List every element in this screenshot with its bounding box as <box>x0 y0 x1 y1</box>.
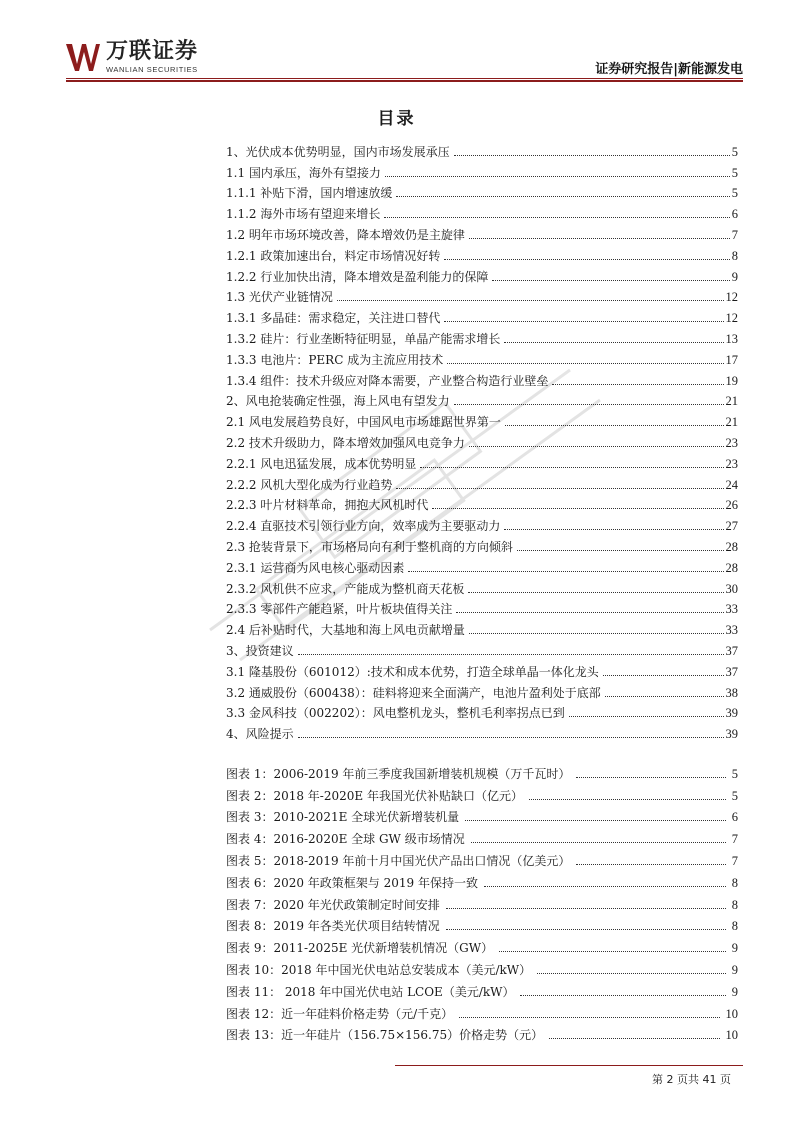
toc-entry[interactable] <box>226 347 738 368</box>
figure-entry-page-number: 10 <box>725 1028 738 1043</box>
dot-leader <box>454 155 730 156</box>
toc-entry-page-number: 27 <box>725 519 738 534</box>
toc-entry[interactable] <box>226 721 738 742</box>
toc-entry-page-number: 33 <box>725 602 738 617</box>
toc-entry[interactable] <box>226 160 738 181</box>
toc-entry-page-number: 7 <box>731 227 738 242</box>
figure-entry[interactable] <box>226 956 738 978</box>
toc-entry-page-number: 21 <box>725 415 738 430</box>
figure-entry-page-number: 8 <box>731 897 738 912</box>
toc-entry-page-number: 5 <box>731 165 738 180</box>
toc-entry-title: 2.3.1 运营商为风电核心驱动因素 <box>226 560 405 575</box>
dot-leader <box>569 716 724 717</box>
toc-entry[interactable] <box>226 430 738 451</box>
toc-entry-title: 3.1 隆基股份（601012）:技术和成本优势，打造全球单晶一体化龙头 <box>226 664 599 679</box>
toc-entry-title: 2、风电抢装确定性强，海上风电有望发力 <box>226 394 450 409</box>
toc-entry-page-number: 37 <box>725 643 738 658</box>
toc-entry[interactable] <box>226 701 738 722</box>
toc-entry-page-number: 17 <box>725 352 738 367</box>
toc-entry[interactable] <box>226 181 738 202</box>
figure-entry-title: 图表 1：2006-2019 年前三季度我国新增装机规模（万千瓦时） <box>226 766 571 781</box>
figure-entry-title: 图表 8：2019 年各类光伏项目结转情况 <box>226 919 440 934</box>
toc-entry-title: 2.3.2 风机供不应求，产能成为整机商天花板 <box>226 581 465 596</box>
page-title: 目录 <box>377 109 416 129</box>
toc-entry-title: 3.2 通威股份（600438）：硅料将迎来全面满产，电池片盈利处于底部 <box>226 685 601 700</box>
toc-entry-page-number: 13 <box>725 331 738 346</box>
figure-entry-page-number: 5 <box>731 766 738 781</box>
dot-leader <box>471 842 726 843</box>
toc-entry-title: 2.1 风电发展趋势良好，中国风电市场雄踞世界第一 <box>226 415 501 430</box>
dot-leader <box>576 777 725 778</box>
dot-leader <box>499 951 726 952</box>
page-number: 第 2 页共 41 页 <box>652 1073 731 1086</box>
toc-entry-page-number: 5 <box>731 186 738 201</box>
logo-english-name: WANLIAN SECURITIES <box>106 65 198 74</box>
toc-entry[interactable] <box>226 264 738 285</box>
dot-leader <box>456 612 723 613</box>
toc-entry[interactable] <box>226 493 738 514</box>
table-of-contents <box>226 139 738 742</box>
dot-leader <box>432 508 723 509</box>
dot-leader <box>505 425 724 426</box>
toc-entry-page-number: 23 <box>725 456 738 471</box>
figure-entry-title: 图表 6：2020 年政策框架与 2019 年保持一致 <box>226 875 478 890</box>
dot-leader <box>298 737 724 738</box>
dot-leader <box>603 675 724 676</box>
toc-entry-page-number: 19 <box>725 373 738 388</box>
dot-leader <box>420 467 723 468</box>
report-type-label: 证券研究报告|新能源发电 <box>595 62 743 77</box>
toc-entry-page-number: 30 <box>725 581 738 596</box>
toc-entry[interactable] <box>226 326 738 347</box>
toc-entry-page-number: 8 <box>731 248 738 263</box>
toc-entry-page-number: 5 <box>731 144 738 159</box>
dot-leader <box>520 995 725 996</box>
figure-entry[interactable] <box>226 847 738 869</box>
toc-entry-title: 2.2.3 叶片材料革命，拥抱大风机时代 <box>226 498 429 513</box>
toc-entry[interactable] <box>226 680 738 701</box>
toc-entry-page-number: 12 <box>725 290 738 305</box>
toc-entry-title: 1.3.2 硅片：行业垄断特征明显，单晶产能需求增长 <box>226 331 501 346</box>
toc-entry[interactable] <box>226 305 738 326</box>
toc-entry-title: 1.2 明年市场环境改善，降本增效仍是主旋律 <box>226 227 465 242</box>
figure-entry-page-number: 8 <box>731 875 738 890</box>
toc-entry[interactable] <box>226 534 738 555</box>
figure-entry-title: 图表 4：2016-2020E 全球 GW 级市场情况 <box>226 832 465 847</box>
toc-entry-page-number: 39 <box>725 706 738 721</box>
toc-entry-title: 1.2.1 政策加速出台，料定市场情况好转 <box>226 248 441 263</box>
dot-leader <box>447 363 723 364</box>
toc-entry[interactable] <box>226 243 738 264</box>
toc-entry-title: 2.2.4 直驱技术引领行业方向，效率成为主要驱动力 <box>226 519 501 534</box>
dot-leader <box>504 529 723 530</box>
figure-entry[interactable] <box>226 1000 738 1022</box>
figure-list <box>226 760 738 1043</box>
header-divider-thick <box>66 80 743 82</box>
wanlian-logo-icon <box>66 42 100 72</box>
figure-entry[interactable] <box>226 869 738 891</box>
toc-entry[interactable] <box>226 617 738 638</box>
figure-entry-page-number: 9 <box>731 941 738 956</box>
toc-entry-title: 1.3.4 组件：技术升级应对降本需要，产业整合构造行业壁垒 <box>226 373 549 388</box>
figure-entry[interactable] <box>226 913 738 935</box>
toc-entry-page-number: 21 <box>725 394 738 409</box>
dot-leader <box>504 342 723 343</box>
footer-divider <box>395 1065 743 1066</box>
figure-entry-title: 图表 3：2010-2021E 全球光伏新增装机量 <box>226 810 460 825</box>
toc-entry-title: 2.4 后补贴时代，大基地和海上风电贡献增量 <box>226 623 465 638</box>
toc-entry-title: 1.2.2 行业加快出清，降本增效是盈利能力的保障 <box>226 269 489 284</box>
dot-leader <box>444 321 723 322</box>
toc-entry[interactable] <box>226 201 738 222</box>
figure-entry-page-number: 6 <box>731 810 738 825</box>
toc-entry-title: 1.3 光伏产业链情况 <box>226 290 333 305</box>
dot-leader <box>469 446 724 447</box>
figure-entry-page-number: 7 <box>731 832 738 847</box>
dot-leader <box>549 1038 719 1039</box>
figure-entry-page-number: 5 <box>731 788 738 803</box>
toc-entry-page-number: 37 <box>725 664 738 679</box>
toc-entry-title: 2.3 抢装背景下，市场格局向有利于整机商的方向倾斜 <box>226 539 513 554</box>
toc-entry[interactable] <box>226 139 738 160</box>
dot-leader <box>529 799 726 800</box>
figure-entry[interactable] <box>226 1022 738 1044</box>
dot-leader <box>384 217 729 218</box>
toc-entry-page-number: 6 <box>731 207 738 222</box>
figure-entry[interactable] <box>226 760 738 782</box>
toc-entry[interactable] <box>226 389 738 410</box>
figure-entry-page-number: 7 <box>731 853 738 868</box>
dot-leader <box>396 488 723 489</box>
dot-leader <box>446 929 726 930</box>
figure-entry[interactable] <box>226 825 738 847</box>
figure-entry[interactable] <box>226 804 738 826</box>
figure-entry[interactable] <box>226 934 738 956</box>
toc-entry-page-number: 23 <box>725 435 738 450</box>
figure-entry-title: 图表 12：近一年硅料价格走势（元/千克） <box>226 1006 454 1021</box>
toc-entry-title: 1.3.1 多晶硅：需求稳定，关注进口替代 <box>226 311 441 326</box>
figure-entry-title: 图表 2：2018 年-2020E 年我国光伏补贴缺口（亿元） <box>226 788 523 803</box>
dot-leader <box>537 973 726 974</box>
dot-leader <box>469 633 724 634</box>
figure-entry-page-number: 9 <box>731 962 738 977</box>
toc-entry-title: 3.3 金风科技（002202）：风电整机龙头，整机毛利率拐点已到 <box>226 706 565 721</box>
toc-entry[interactable] <box>226 472 738 493</box>
toc-entry-page-number: 39 <box>725 727 738 742</box>
dot-leader <box>552 384 723 385</box>
toc-entry[interactable] <box>226 576 738 597</box>
figure-entry-title: 图表 11： 2018 年中国光伏电站 LCOE（美元/kW） <box>226 984 515 999</box>
toc-entry-title: 2.3.3 零部件产能趋紧，叶片板块值得关注 <box>226 602 453 617</box>
figure-entry-title: 图表 7：2020 年光伏政策制定时间安排 <box>226 897 440 912</box>
toc-entry[interactable] <box>226 222 738 243</box>
dot-leader <box>408 571 723 572</box>
dot-leader <box>468 592 723 593</box>
dot-leader <box>454 404 724 405</box>
dot-leader <box>444 259 729 260</box>
dot-leader <box>484 886 726 887</box>
toc-entry[interactable] <box>226 513 738 534</box>
toc-entry[interactable] <box>226 451 738 472</box>
toc-entry-title: 2.2.2 风机大型化成为行业趋势 <box>226 477 393 492</box>
dot-leader <box>576 864 725 865</box>
dot-leader <box>459 1017 719 1018</box>
dot-leader <box>385 176 730 177</box>
toc-entry-title: 4、风险提示 <box>226 727 294 742</box>
toc-entry[interactable] <box>226 368 738 389</box>
toc-entry-page-number: 28 <box>725 560 738 575</box>
toc-entry-page-number: 12 <box>725 311 738 326</box>
toc-entry-title: 1、光伏成本优势明显，国内市场发展承压 <box>226 144 450 159</box>
toc-entry-page-number: 26 <box>725 498 738 513</box>
toc-entry-page-number: 9 <box>731 269 738 284</box>
dot-leader <box>517 550 724 551</box>
toc-entry-page-number: 28 <box>725 539 738 554</box>
toc-entry-title: 1.1.1 补贴下滑，国内增速放缓 <box>226 186 393 201</box>
dot-leader <box>446 908 726 909</box>
toc-entry-title: 1.1.2 海外市场有望迎来增长 <box>226 207 381 222</box>
company-logo <box>66 40 236 76</box>
dot-leader <box>396 196 729 197</box>
toc-entry[interactable] <box>226 597 738 618</box>
toc-entry[interactable] <box>226 638 738 659</box>
figure-entry-title: 图表 13：近一年硅片（156.75×156.75）价格走势（元） <box>226 1028 544 1043</box>
toc-entry[interactable] <box>226 409 738 430</box>
header-divider-thin <box>66 78 743 79</box>
dot-leader <box>465 820 726 821</box>
figure-entry-page-number: 9 <box>731 984 738 999</box>
figure-entry[interactable] <box>226 782 738 804</box>
dot-leader <box>298 654 724 655</box>
toc-entry-page-number: 24 <box>725 477 738 492</box>
toc-entry-page-number: 38 <box>725 685 738 700</box>
dot-leader <box>605 696 724 697</box>
dot-leader <box>469 238 730 239</box>
figure-entry[interactable] <box>226 978 738 1000</box>
toc-entry-title: 1.1 国内承压，海外有望接力 <box>226 165 381 180</box>
figure-entry-page-number: 10 <box>725 1006 738 1021</box>
dot-leader <box>492 280 729 281</box>
figure-entry-title: 图表 10：2018 年中国光伏电站总安装成本（美元/kW） <box>226 962 532 977</box>
dot-leader <box>337 300 724 301</box>
figure-entry-title: 图表 5：2018-2019 年前十月中国光伏产品出口情况（亿美元） <box>226 853 571 868</box>
toc-entry-title: 3、投资建议 <box>226 643 294 658</box>
figure-entry[interactable] <box>226 891 738 913</box>
logo-chinese-name: 万联证券 <box>106 39 199 64</box>
toc-entry[interactable] <box>226 659 738 680</box>
toc-entry[interactable] <box>226 555 738 576</box>
toc-entry-title: 2.2.1 风电迅猛发展，成本优势明显 <box>226 456 417 471</box>
figure-entry-title: 图表 9：2011-2025E 光伏新增装机情况（GW） <box>226 941 494 956</box>
toc-entry-title: 2.2 技术升级助力，降本增效加强风电竞争力 <box>226 435 465 450</box>
toc-entry[interactable] <box>226 285 738 306</box>
toc-entry-page-number: 33 <box>725 623 738 638</box>
figure-entry-page-number: 8 <box>731 919 738 934</box>
toc-entry-title: 1.3.3 电池片：PERC 成为主流应用技术 <box>226 352 444 367</box>
